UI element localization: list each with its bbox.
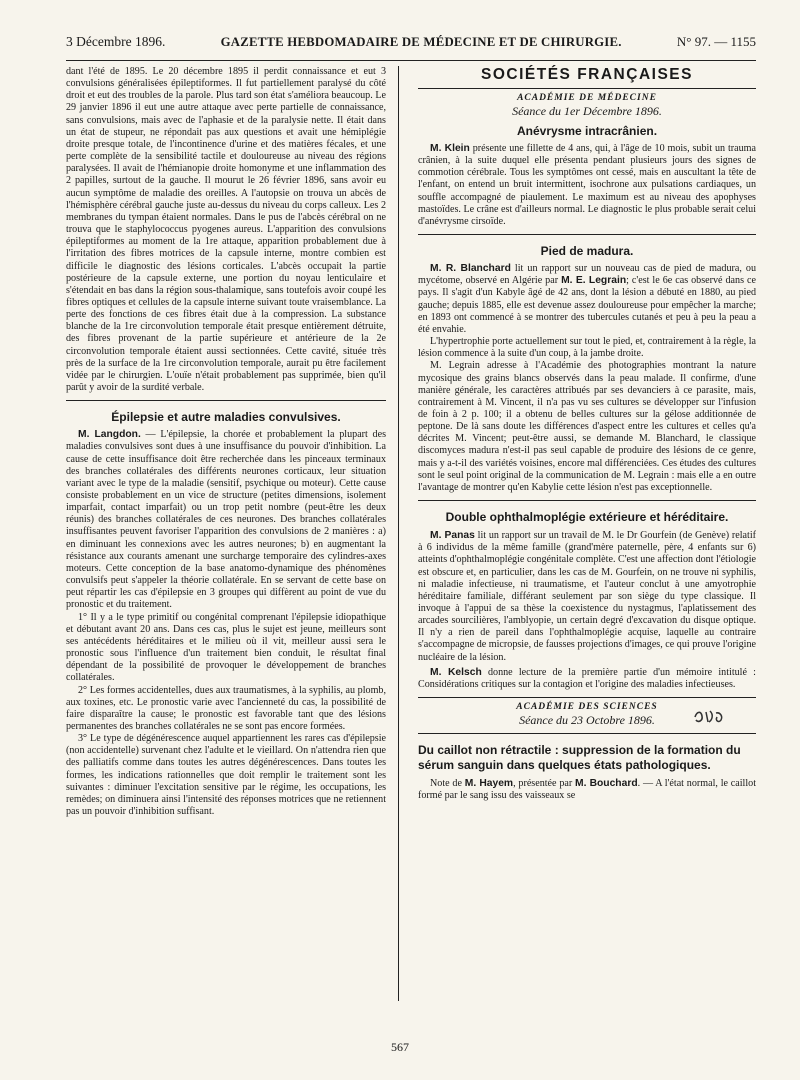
header-date: 3 Décembre 1896.	[66, 34, 166, 49]
section-title-caillot: Du caillot non rétractile : suppression de la formation du sérum sanguin dans quelques états pathologiques.	[418, 743, 741, 773]
blanchard-paragraph-text-a: lit un rapport sur un nouveau cas de pied de madura, ou mycétome, observé en Algérie par	[418, 263, 757, 287]
section-title-anevrysme: Anévrysme intracrânien.	[516, 124, 658, 138]
column-divider	[398, 66, 399, 1001]
hypertrophie-paragraph: L'hypertrophie porte actuellement sur tout le pied, et, contrairement à la règle, la lésion commence à la suite d'un coup, à la jambe droite.	[418, 336, 756, 360]
kelsch-paragraph	[418, 667, 756, 691]
right-column	[418, 66, 756, 818]
paragraph-type-1: 1° Il y a le type primitif ou congénital comprenant l'épilepsie idiopathique et débutant avant 20 ans. Dans ces cas, plus le sujet est jeune, meilleurs sont ses antécédents héréditaires et le milieu où il vit, meilleur aussi sera le pronostic sous l'influence d'un traitement bien conduit, le résultat final dépendant de la possibilité de provoquer le développement de branches collatérales.	[66, 611, 386, 684]
page-number: 567	[391, 1040, 409, 1054]
klein-paragraph-text: présente une fillette de 4 ans, qui, à l'âge de 10 mois, subit un trauma crânien, à la suite duquel elle présenta pendant plusieurs jours des signes de commotion cérébrale. Tous les symptômes ont cessé, mais en auscultant la tête de l'enfant, on entend un bruit intermittent, isochrone aux pulsations cardiaques, un souffle accompagné de piaulement. Le maximum est au niveau des apophyses mastoïdes. Le crâne est d'ailleurs normal. Le diagnostic le plus probable serait celui d'anévrysme cirsoïde.	[418, 143, 756, 227]
academy-sciences-heading: ACADÉMIE DES SCIENCES	[516, 702, 658, 713]
speaker-klein: M. Klein	[430, 143, 470, 154]
societies-title: SOCIÉTÉS FRANÇAISES	[481, 66, 693, 83]
blanchard-paragraph	[418, 263, 756, 336]
section-rule	[418, 697, 756, 698]
speaker-blanchard: M. R. Blanchard	[430, 263, 511, 275]
section-rule	[418, 500, 756, 501]
header-journal-title: GAZETTE HEBDOMADAIRE DE MÉDECINE ET DE CHIRURGIE.	[220, 35, 622, 49]
speaker-kelsch: M. Kelsch	[430, 666, 482, 678]
klein-paragraph	[418, 143, 756, 228]
section-title-pied-de-madura: Pied de madura.	[540, 244, 634, 259]
blanchard-paragraph-text-b: ; c'est le 6e cas observé dans ce pays. Il s'agit d'un Kabyle âgé de 42 ans, dont la lésion a débuté en 1880, au pied gauche; depuis 1885, elle est devenue assez douloureuse pour empêcher la marche; en 1893 ont commencé à se montrer des tubercules cutanés et peu à peu la peau a été envahie.	[418, 275, 756, 335]
paragraph-type-2: 2° Les formes accidentelles, dues aux traumatismes, à la syphilis, au plomb, aux toxines, etc. Le pronostic varie avec l'ancienneté du cas, la possibilité de faire disparaître la cause; le pronostic est favorable tant que des lésions permanentes des branches collatérales ne se sont pas encore formées.	[66, 684, 386, 732]
intro-paragraph: dant l'été de 1895. Le 20 décembre 1895 il perdit connaissance et eut 3 convulsions généralisées épileptiformes. Il fut partiellement paralysé du côté droit et eut des troubles de la parole. Plus tard son état s'améliora beaucoup. Le 29 janvier 1896 il eut une autre attaque avec perte partielle de connaissance, sans convulsions, mais avec de l'aphasie et de la paralysie nette. Il était dans un état de stupeur, ne répondait pas aux questions et avait une hémiplégie droite presque totale, de l'incontinence d'urine et des matières fécales, et une perte complète de la sensibilité tactile et douloureuse au niveau des régions paralysées. Il avait de l'hémianopie droite homonyme et une inflammation des 2 papilles, surtout de la gauche. Il mourut le 26 février 1896, sans avoir eu aucun symptôme de maladie des oreilles. A l'autopsie on trouva un abcès de l'hémisphère cérébral gauche juste au-dessus du niveau du corps calleux. Les 2 membranes du tympan étaient normales. Dans le pus de l'abcès cérébral on ne trouva que le staphylococcus pyogenes aureus. L'apparition des convulsions épileptiformes au moment de la 1re attaque, apparition probablement due à l'irritation des fibres motrices de la capsule interne, montre combien est difficile le diagnostic des lésions corticales. L'abcès occupait la partie postérieure de la capsule externe, une portion du noyau lenticulaire et s'étendait en bas dans la région sous-thalamique, sans toutefois avoir coupé les fibres optiques et cellules de la capsule interne suivant toute vraisemblance. La perte des fonctions de ces fibres était due à la compression. La substance blanche de la 1re circonvolution temporale était presque entièrement détruite, des fibres provenant de la partie supérieure et antérieure de la 2e circonvolution temporale étaient aussi sectionnées. Cette cavité, située très près de la surface de la 1re circonvolution temporale, aurait pu être facilement vidée par le chirurgien. L'ouïe n'était probablement pas supprimée, bien qu'il parût y avoir de la surdité verbale.	[66, 66, 386, 394]
speaker-langdon: M. Langdon.	[78, 429, 141, 441]
section-title-ophthalmoplegie: Double ophthalmoplégie extérieure et héréditaire.	[445, 510, 729, 525]
hayem-paragraph-text: . — A l'état normal, le caillot formé par le sang issu des vaisseaux se	[418, 778, 756, 802]
session-date-2: Séance du 23 Octobre 1896.	[519, 713, 655, 728]
left-column	[66, 66, 386, 818]
langdon-paragraph	[66, 429, 386, 611]
section-rule	[418, 234, 756, 235]
panas-paragraph-text: lit un rapport sur un travail de M. le Dr Gourfein (de Genève) relatif à 6 individus de la même famille (grand'mère paternelle, père, 4 enfants sur 6) atteints d'ophthalmoplégie congénitale complète. C'est une affection dont l'étiologie est obscure et, en particulier, dans les cas de M. Gourfein, on ne trouve ni syphilis, ni maladie infectieuse, ni traumatisme, et l'auteur conclut à une amyotrophie héréditaire familiale, différant seulement par son siège du type classique. Il invoque à l'appui de sa thèse la coexistence du nystagmus, l'aplatissement des arcades sourcilières, l'amblyopie, un certain degré d'excavation du disque optique. Il n'y a rien de pareil dans l'ophthalmoplégie acquise, laquelle au contraire s'accompagne de micropsie, de fausses projections d'images, ce qui prouve l'origine nucléaire de la lésion.	[418, 530, 757, 663]
societies-rule	[418, 88, 756, 89]
legrain-paragraph: M. Legrain adresse à l'Académie des photographies montrant la nature mycosique des grains blancs observés dans la peau malade. Il confirme, d'une manière générale, les caractères attribués par ses devanciers à ce parasite, mais, contrairement à M. Vincent, il n'a pas vu ses cultures se développer sur l'infusion de foin à 2 p. 100; il a obtenu de belles cultures sur la gélose additionnée de peptone. De là sans doute les différences d'aspect entre les cultures et celles qu'a décrites M. Vincent; peut-être aussi, se demande M. Blanchard, le classique discomyces madura n'est-il pas seul capable de produire des lésions de ce genre, mais y a-t-il des variétés voisines, encore mal différenciées. Ces études des cultures sont le seul point original de la communication de M. Legrain : mais elle a en outre l'avantage de montrer qu'en Kabylie cette lésion n'est pas exceptionnelle.	[418, 360, 756, 493]
columns	[66, 66, 756, 818]
ink-stamp-mark	[692, 707, 726, 725]
section-rule	[418, 733, 756, 734]
session-date-1: Séance du 1er Décembre 1896.	[512, 104, 662, 118]
header-rule	[66, 60, 756, 61]
paragraph-type-3: 3° Le type de dégénérescence auquel appartiennent les rares cas d'épilepsie (non accidentelle) survenant chez l'adulte et le vieillard. On n'attendra rien que des palliatifs comme dans toutes les autres dégénérescences. Dans toutes les formes, les indications rationnelles que doit remplir le traitement sont les suivantes : diminuer l'excitation sensitive par le régime, les occupations, les remèdes; on diminuera ainsi l'intensité des réponses motrices que ne retiennent pas un pouvoir d'inhibition suffisant.	[66, 733, 386, 818]
header-issue-number: N° 97. — 1155	[676, 34, 756, 49]
section-title-epilepsie: Épilepsie et autre maladies convulsives.	[111, 410, 341, 425]
speaker-hayem: M. Hayem	[464, 778, 514, 790]
kelsch-paragraph-text: donne lecture de la première partie d'un mémoire intitulé : Considérations critiques sur la contagion et l'origine des maladies infectieuses.	[418, 666, 756, 690]
hayem-paragraph	[418, 778, 756, 802]
academy-sciences-block	[418, 701, 756, 727]
academy-medecine-heading: ACADÉMIE DE MÉDECINE	[517, 93, 657, 103]
speaker-bouchard: M. Bouchard	[575, 778, 638, 790]
hayem-lead-text: Note de	[430, 778, 465, 790]
speaker-panas: M. Panas	[430, 530, 475, 542]
hayem-mid-text: , présentée par	[513, 778, 575, 790]
panas-paragraph	[418, 530, 756, 664]
langdon-paragraph-text: — L'épilepsie, la chorée et probablement la plupart des maladies convulsives sont dues à une insuffisance du pouvoir d'inhibition. La cause de cette insuffisance doit être recherchée dans les pinceaux terminaux des branches collatérales des différents neurones corticaux, leur situation variant avec le type de la maladie (sensitif, psychique ou moteur). Cette cause consiste probablement en un vice de structure (petites dimensions, isolement imparfait, contact imparfait) ou un trop petit nombre (peut-être les deux réunis) des branches collatérales de ces neurones. Des branches collatérales insuffisantes peuvent favoriser l'apparition des convulsions de 2 manières : a) en diminuant les connexions avec les autres neurones; b) en augmentant la résistance aux courants amenant une surcharge temporaire des cylindres-axes moteurs. Cette conception de la base anatomo-dynamique des phénomènes convulsifs peut s'appeler la théorie collatérale. En se servant de cette base on peut répartir les cas d'épilepsie en 3 groupes qui diffèrent au point de vue du pronostic et du traitement.	[66, 429, 387, 611]
speaker-legrain: M. E. Legrain	[561, 275, 627, 287]
running-head	[66, 34, 756, 54]
section-rule	[66, 400, 386, 401]
